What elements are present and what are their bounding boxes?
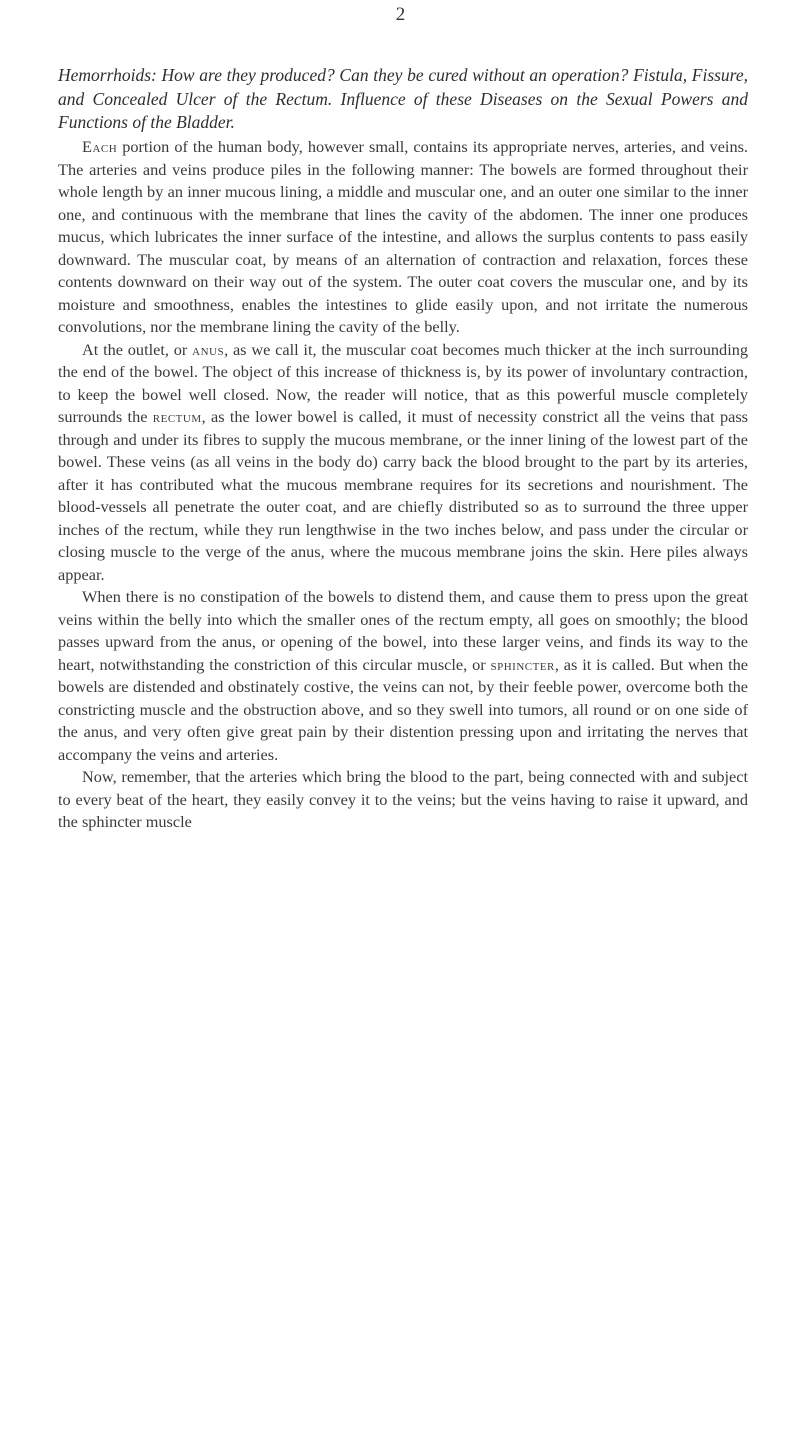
paragraph-1-text: portion of the human body, however small, contains its appropriate nerves, arteries, and veins. The arteries and veins produce piles in the following manner: The bowels are formed throughout their whole length by an inner mucous lining, a middle and muscular one, and an outer one similar to the inner one, and continuous with the membrane that lines the cavity of the abdomen. The inner one produces mucus, which lubricates the inner surface of the intestine, and allows the surplus contents to pass easily downward. The muscular coat, by means of an alternation of contraction and relaxation, forces these contents downward on their way out of the system. The outer coat covers the muscular one, and by its moisture and smoothness, enables the intestines to glide easily upon, and not irritate the numerous convolutions, nor the membrane lining the cavity of the belly. — [58, 137, 748, 336]
paragraph-1-lead: Each — [82, 137, 118, 156]
chapter-heading: Hemorrhoids: How are they produced? Can they be cured without an operation? Fistula, Fissure, and Concealed Ulcer of the Rectum. Influence of these Diseases on the Sexual Powers and Functions of the Bladder. — [58, 65, 748, 132]
term-sphincter: sphincter — [490, 654, 555, 674]
paragraph-2 — [58, 339, 748, 587]
paragraph-1 — [58, 136, 748, 339]
paragraph-3-after: , as it is called. But when the bowels are distended and obstinately costive, the veins can not, by their feeble power, overcome both the constricting muscle and the obstruction above, and so they swell into tumors, all round or on one side of the anus, and very often give great pain by their distention pressing upon and irritating the nerves that accompany the veins and arteries. — [58, 654, 748, 764]
paragraph-3 — [58, 586, 748, 766]
paragraph-2-middle: , as we call it, the muscular coat becomes much thicker at the inch surrounding the end of the bowel. The object of this increase of thickness is, by its power of involuntary contraction, to keep the bowel well closed. Now, the reader will notice, that as this powerful muscle completely surrounds the — [58, 339, 748, 426]
term-anus: anus — [192, 339, 225, 359]
paragraph-3-before: When there is no constipation of the bowels to distend them, and cause them to press upon the great veins within the belly into which the smaller ones of the rectum empty, all goes on smoothly; the blood passes upward from the anus, or opening of the bowel, into these larger veins, and finds its way to the heart, notwithstanding the constriction of this circular muscle, or — [58, 587, 748, 674]
term-rectum: rectum — [152, 407, 202, 426]
body-text — [58, 136, 748, 834]
paragraph-4-text: Now, remember, that the arteries which bring the blood to the part, being connected with and subject to every beat of the heart, they easily convey it to the veins; but the veins having to raise it upward, and the sphincter muscle — [58, 767, 748, 831]
paragraph-2-after: , as the lower bowel is called, it must of necessity constrict all the veins that pass through and under its fibres to supply the mucous membrane, or the inner lining of the lowest part of the bowel. These veins (as all veins in the body do) carry back the blood brought to the part by its arteries, after it has contributed what the mucous membrane requires for its secretions and nourishment. The blood-vessels all penetrate the outer coat, and are chiefly distributed so as to surround the three upper inches of the rectum, while they run lengthwise in the two inches below, and pass under the circular or closing muscle to the verge of the anus, where the mucous membrane joins the skin. Here piles always appear. — [58, 407, 748, 584]
page-number: 2 — [395, 4, 406, 25]
paragraph-2-before: At the outlet, or — [82, 339, 193, 359]
paragraph-4 — [58, 766, 748, 834]
